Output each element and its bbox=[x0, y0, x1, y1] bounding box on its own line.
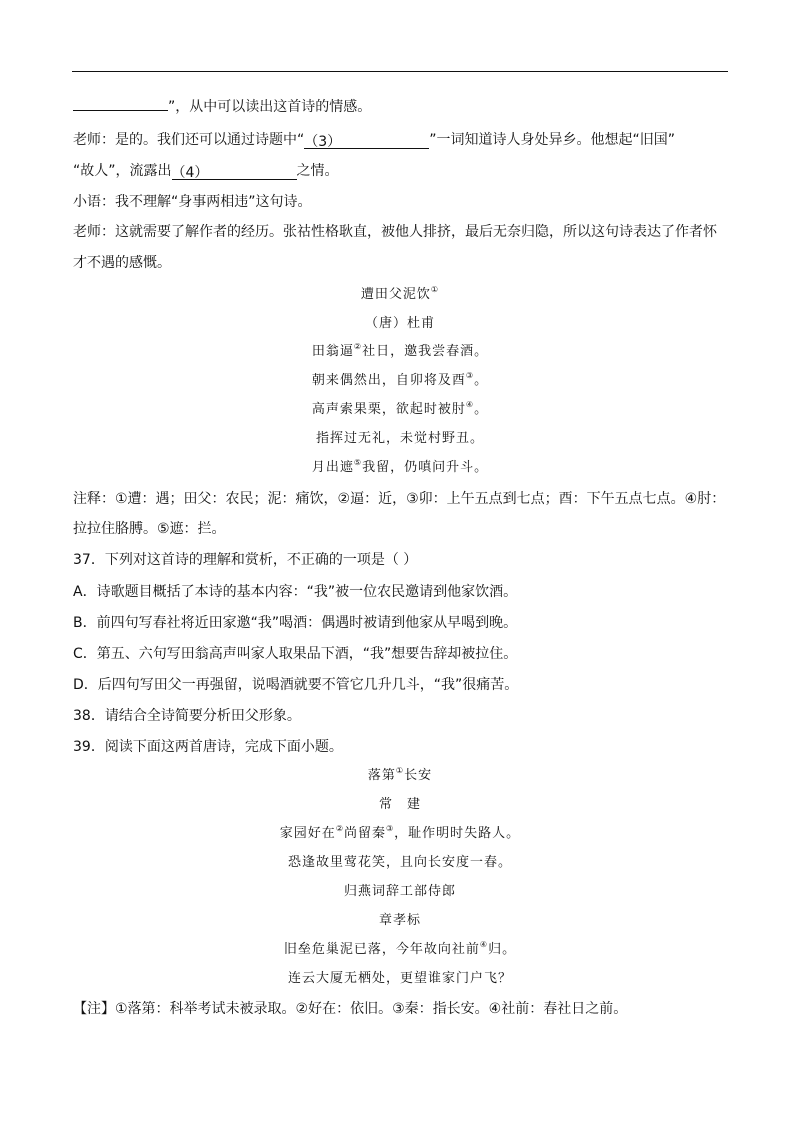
poem1-line-4: 指挥过无礼，未觉村野丑。 bbox=[315, 431, 484, 446]
poem1-line-2 bbox=[0, 371, 800, 391]
poem2-author: 常 建 bbox=[378, 797, 421, 812]
verse: 家园好在 bbox=[279, 826, 336, 841]
footnote-mark: ③ bbox=[386, 824, 395, 833]
option-d[interactable]: D．后四句写田父一再强留，说喝酒就要不管它几升几斗，“我”很痛苦。 bbox=[73, 677, 519, 693]
option-c[interactable]: C．第五、六句写田翁高声叫家人取果品下酒，“我”想要告辞却被拉住。 bbox=[73, 646, 518, 662]
blank-4[interactable] bbox=[172, 163, 297, 180]
footnote-mark: ⑤ bbox=[353, 458, 363, 467]
question-37: 37．下列对这首诗的理解和赏析，不正确的一项是（ ） bbox=[73, 552, 418, 568]
line1-text: ”，从中可以读出这首诗的情感。 bbox=[168, 99, 372, 115]
answer-blank[interactable] bbox=[73, 96, 168, 111]
verse: ，耻作明时失路人。 bbox=[394, 826, 521, 841]
footnote-mark: ③ bbox=[465, 371, 475, 380]
poem3-title: 归燕词辞工部侍郎 bbox=[343, 884, 456, 899]
poem3-line-2: 连云大厦无栖处，更望谁家门户飞？ bbox=[287, 971, 512, 986]
teacher-explanation-1: 老师：这就需要了解作者的经历。张祜性格耿直，被他人排挤，最后无奈归隐，所以这句诗表达了作者怀 bbox=[73, 224, 717, 240]
verse: 高声索果栗，欲起时被肘 bbox=[311, 402, 466, 417]
poem2-title-text: 长安 bbox=[404, 768, 433, 783]
question-38: 38．请结合全诗简要分析田父形象。 bbox=[73, 708, 301, 724]
teacher-text: “故人”，流露出 bbox=[73, 163, 172, 179]
verse: 。 bbox=[474, 373, 489, 388]
verse: 我留，仍嗔问升斗。 bbox=[362, 460, 489, 475]
teacher-text: 之情。 bbox=[296, 163, 339, 179]
footnote-mark: ④ bbox=[479, 940, 489, 949]
teacher-explanation-2: 才不遇的感慨。 bbox=[73, 255, 171, 271]
teacher-line-2 bbox=[73, 161, 733, 181]
option-a[interactable]: A．诗歌题目概括了本诗的基本内容：“我”被一位农民邀请到他家饮酒。 bbox=[73, 584, 518, 600]
verse: 归。 bbox=[488, 942, 517, 957]
footnote-mark: ② bbox=[335, 824, 344, 833]
verse: 。 bbox=[474, 402, 489, 417]
poem1-title bbox=[0, 285, 800, 305]
poem2-title bbox=[0, 766, 800, 786]
poem2-line-2: 恐逢故里莺花笑，且向长安度一春。 bbox=[287, 855, 512, 870]
student-line: 小语：我不理解“身事两相违”这句诗。 bbox=[73, 194, 312, 210]
verse: 月出遮 bbox=[311, 460, 354, 475]
poem2-3-notes: 【注】①落第：科举考试未被录取。②好在：依旧。③秦：指长安。④社前：春社日之前。 bbox=[73, 1001, 628, 1017]
blank-3[interactable] bbox=[304, 132, 429, 149]
blank-3-number: （3） bbox=[304, 134, 342, 150]
poem1-line-1 bbox=[0, 342, 800, 362]
verse: 社日，邀我尝春酒。 bbox=[362, 344, 489, 359]
option-b[interactable]: B．前四句写春社将近田家邀“我”喝酒：偶遇时被请到他家从早喝到晚。 bbox=[73, 615, 518, 631]
header-rule bbox=[72, 71, 728, 72]
poem2-line-1 bbox=[0, 824, 800, 844]
poem1-notes-1: 注释：①遭：遇；田父：农民；泥：痛饮，②逼：近，③卯：上午五点到七点；酉：下午五点七点。④肘： bbox=[73, 491, 726, 507]
blank-4-number: （4） bbox=[171, 165, 209, 181]
question-39: 39．阅读下面这两首唐诗，完成下面小题。 bbox=[73, 739, 343, 755]
verse: 尚留秦 bbox=[343, 826, 386, 841]
footnote-mark: ② bbox=[353, 342, 363, 351]
teacher-line-1 bbox=[73, 130, 733, 150]
poem1-author: （唐）杜甫 bbox=[364, 316, 435, 331]
poem1-notes-2: 拉拉住胳膊。⑤遮：拦。 bbox=[73, 521, 226, 537]
verse: 朝来偶然出，自卯将及酉 bbox=[311, 373, 466, 388]
poem1-line-5 bbox=[0, 458, 800, 478]
footnote-mark: ① bbox=[430, 285, 440, 294]
poem1-line-3 bbox=[0, 400, 800, 420]
teacher-text: ”一词知道诗人身处异乡。他想起“旧国” bbox=[429, 132, 676, 148]
poem2-title-text: 落第 bbox=[367, 768, 396, 783]
poem3-author: 章孝标 bbox=[378, 913, 421, 928]
footnote-mark: ④ bbox=[465, 400, 475, 409]
teacher-text: 老师：是的。我们还可以通过诗题中“ bbox=[73, 132, 305, 148]
answer-line-continuation bbox=[73, 96, 733, 117]
footnote-mark: ① bbox=[395, 766, 405, 775]
verse: 旧垒危巢泥已落，今年故向社前 bbox=[283, 942, 480, 957]
verse: 田翁逼 bbox=[311, 344, 354, 359]
poem1-title-text: 遭田父泥饮 bbox=[360, 287, 431, 302]
poem3-line-1 bbox=[0, 940, 800, 960]
